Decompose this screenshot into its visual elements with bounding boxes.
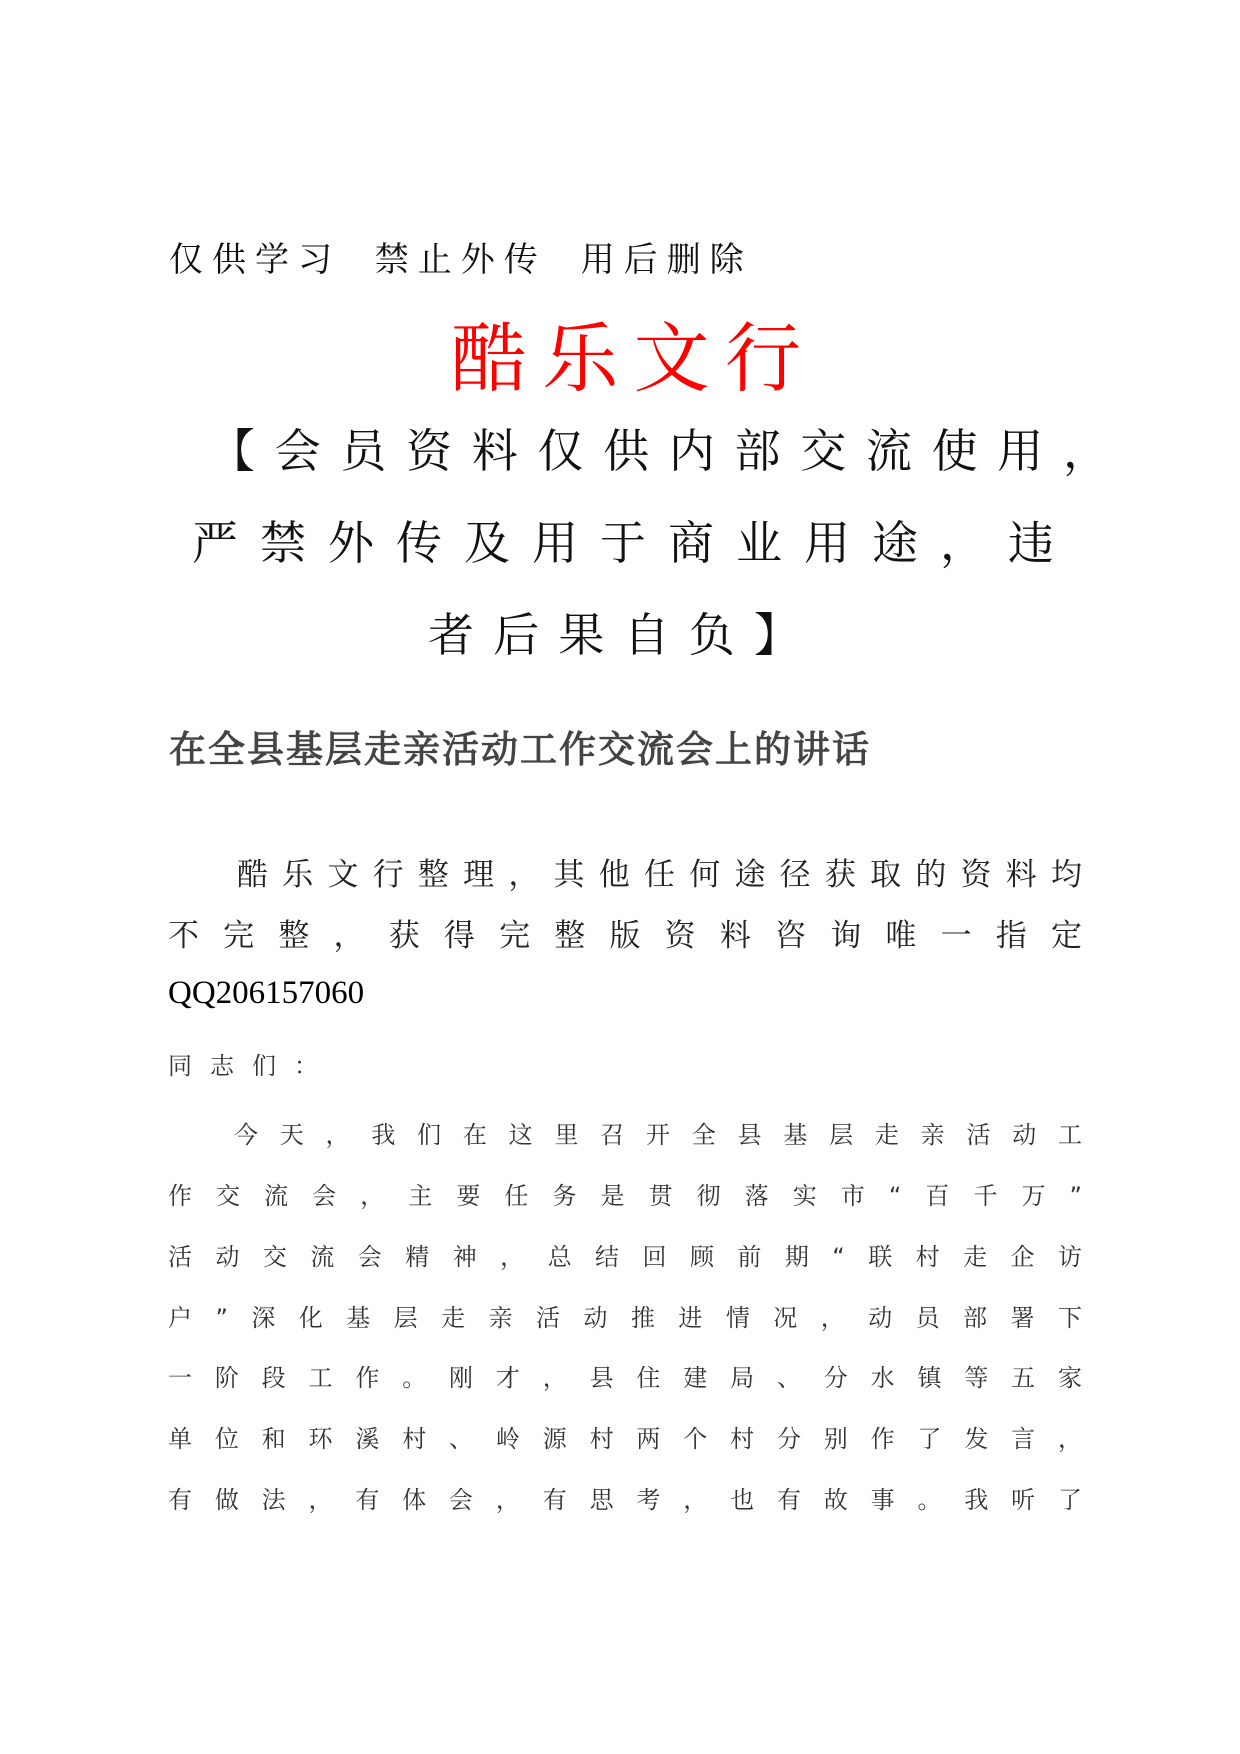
body-line: 一阶段工作。刚才，县住建局、分水镇等五家 xyxy=(168,1364,1082,1392)
warning-line: 者后果自负】 xyxy=(428,608,800,662)
intro-line: 不完整，获得完整版资料咨询唯一指定 xyxy=(168,918,1082,954)
warning-line: 严禁外传及用于商业用途，违 xyxy=(192,516,1054,570)
body-line: 今天，我们在这里召开全县基层走亲活动工 xyxy=(234,1121,1082,1149)
greeting: 同志们： xyxy=(168,1052,336,1080)
warning-line: 【会员资料仅供内部交流使用， xyxy=(209,424,1109,478)
brand-title: 酷乐文行 xyxy=(451,314,801,403)
usage-notice: 仅供学习 禁止外传 用后删除 xyxy=(169,240,753,280)
body-line: 单位和环溪村、岭源村两个村分别作了发言， xyxy=(168,1425,1082,1453)
intro-line: 酷乐文行整理，其他任何途径获取的资料均 xyxy=(237,857,1082,893)
document-title: 在全县基层走亲活动工作交流会上的讲话 xyxy=(169,728,871,771)
body-line: 有做法，有体会，有思考，也有故事。我听了 xyxy=(168,1486,1082,1514)
contact-qq: QQ206157060 xyxy=(168,975,365,1011)
body-line: 作交流会，主要任务是贯彻落实市“百千万” xyxy=(168,1182,1082,1210)
body-line: 户”深化基层走亲活动推进情况，动员部署下 xyxy=(168,1304,1082,1332)
body-line: 活动交流会精神，总结回顾前期“联村走企访 xyxy=(168,1243,1082,1271)
